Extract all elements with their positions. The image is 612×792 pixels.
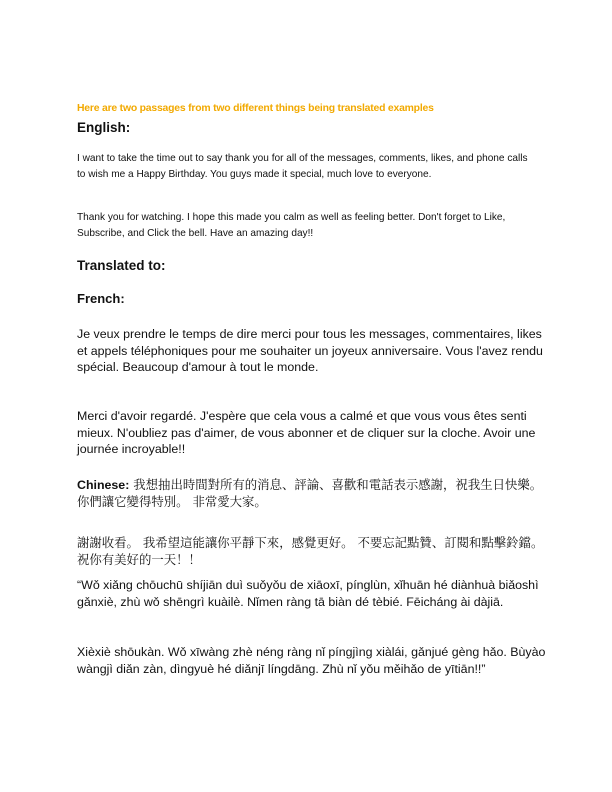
pinyin-paragraph-2: Xièxiè shōukàn. Wǒ xīwàng zhè néng ràng nǐ píngjìng xiàlái, gǎnjué gèng hǎo. Bùyào wàngjì diǎn zàn, dìngyuè hé diǎnjī língdāng. Zhù nǐ yǒu měihǎo de yītiān!!”: [77, 645, 546, 676]
chinese-paragraph-1: [77, 477, 547, 510]
french-paragraph-2: Merci d'avoir regardé. J'espère que cela vous a calmé et que vous vous êtes senti mieux. N'oubliez pas d'aimer, de vous abonner et de cliquer sur la cloche. Avoir une journée incroyable!!: [77, 409, 536, 457]
chinese-text-1: 我想抽出時間對所有的消息、評論、喜歡和電話表示感謝，祝我生日快樂。 你們讓它變得特別。 非常愛大家。: [77, 477, 543, 509]
english-paragraph-1: I want to take the time out to say thank you for all of the messages, comments, likes, and phone calls to wish me a Happy Birthday. You guys made it special, much love to everyone.: [77, 153, 528, 180]
english-paragraph-2: Thank you for watching. I hope this made you calm as well as feeling better. Don't forget to Like, Subscribe, and Click the bell. Have an amazing day!!: [77, 212, 506, 239]
french-paragraph-1: Je veux prendre le temps de dire merci pour tous les messages, commentaires, likes et appels téléphoniques pour me souhaiter un joyeux anniversaire. Vous l'avez rendu spécial. Beaucoup d'amour à tout le monde.: [77, 327, 543, 375]
chinese-label: Chinese:: [77, 478, 130, 492]
translated-heading: Translated to:: [77, 258, 166, 273]
intro-note: Here are two passages from two different things being translated examples: [77, 103, 434, 114]
french-heading: French:: [77, 291, 125, 306]
chinese-paragraph-2: 謝謝收看。 我希望這能讓你平靜下來，感覺更好。 不要忘記點贊、訂閱和點擊鈴鐺。 祝你有美好的一天！！: [77, 535, 544, 567]
pinyin-paragraph-1: “Wǒ xiǎng chōuchū shíjiān duì suǒyǒu de xiāoxī, pínglùn, xǐhuān hé diànhuà biǎoshì gǎnxiè, zhù wǒ shēngrì kuàilè. Nǐmen ràng tā biàn dé tèbié. Fēicháng ài dàjiā.: [77, 578, 539, 609]
english-heading: English:: [77, 120, 131, 135]
